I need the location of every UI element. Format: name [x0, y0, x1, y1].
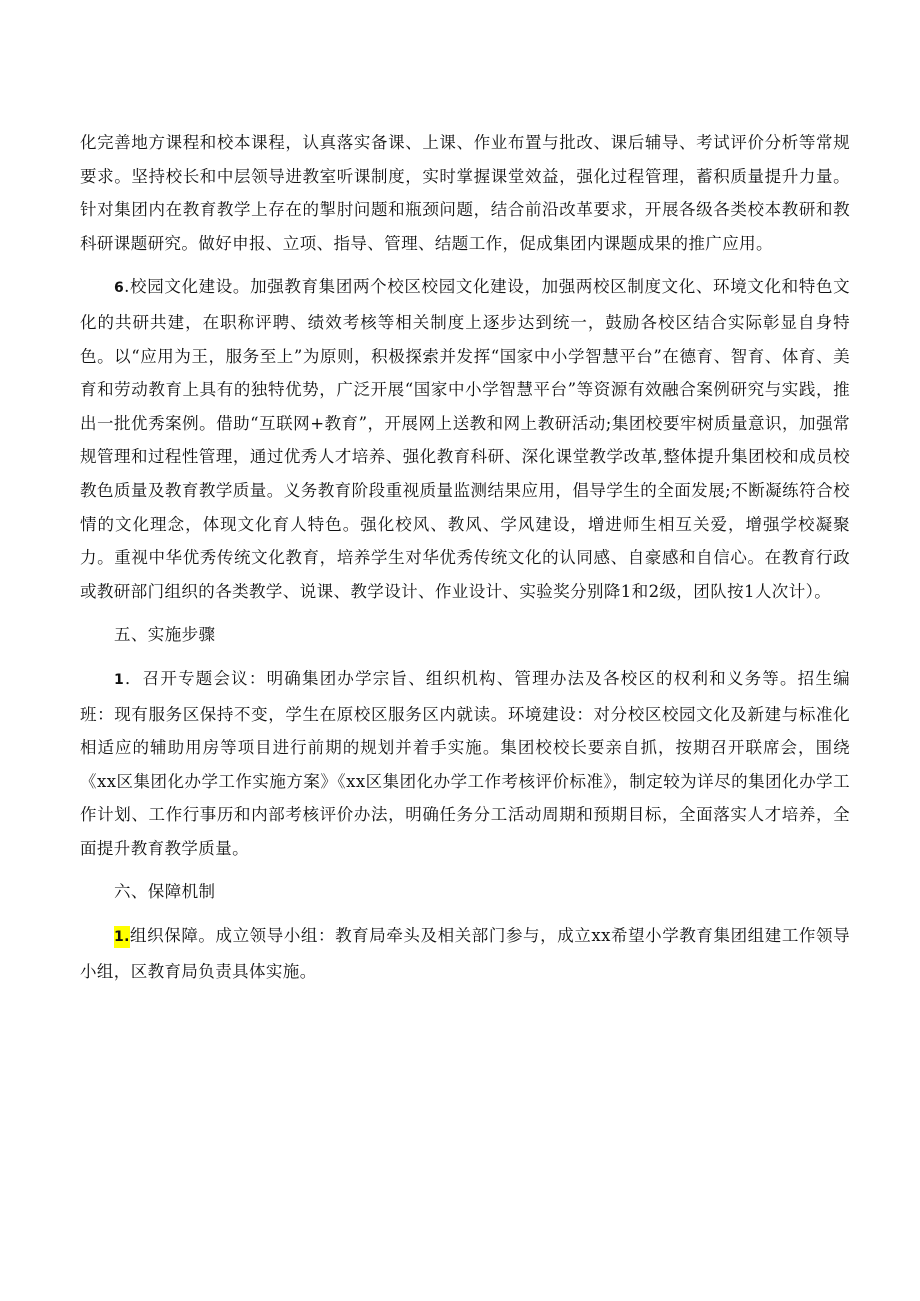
item-number: 6	[114, 280, 125, 297]
paragraph-text: 组织保障。成立领导小组：教育局牵头及相关部门参与，成立xx希望小学教育集团组建工作领导小组，区教育局负责具体实施。	[80, 926, 850, 981]
paragraph-text: .校园文化建设。加强教育集团两个校区校园文化建设，加强两校区制度文化、环境文化和特色文化的共研共建，在职称评聘、绩效考核等相关制度上逐步达到统一，鼓励各校区结合实际彰显自身特色。以“应用为王，服务至上”为原则，积极探索并发挥“国家中小学智慧平台”在德育、智育、体育、美育和劳动教育上具有的独特优势，广泛开展“国家中小学智慧平台”等资源有效融合案例研究与实践，推出一批优秀案例。借助“互联网+教育”，开展网上送教和网上教研活动;集团校要牢树质量意识，加强常规管理和过程性管理，通过优秀人才培养、强化教育科研、深化课堂教学改革,整体提升集团校和成员校教色质量及教育教学质量。义务教育阶段重视质量监测结果应用，倡导学生的全面发展;不断凝练符合校情的文化理念，体现文化育人特色。强化校风、教风、学风建设，增进师生相互关爱，增强学校凝聚力。重视中华优秀传统文化教育，培养学生对华优秀传统文化的认同感、自豪感和自信心。在教育行政或教研部门组织的各类教学、说课、教学设计、作业设计、实验奖分别降1和2级，团队按1人次计）。	[80, 277, 850, 601]
paragraph-curriculum	[80, 126, 850, 260]
section-heading-guarantee: 六、保障机制	[114, 882, 216, 902]
paragraph-organization	[80, 919, 850, 988]
section-heading-implementation: 五、实施步骤	[114, 625, 216, 645]
paragraph-text: 化完善地方课程和校本课程，认真落实备课、上课、作业布置与批改、课后辅导、考试评价分析等常规要求。坚持校长和中层领导进教室听课制度，实时掌握课堂效益，强化过程管理，蓄积质量提升力量。针对集团内在教育教学上存在的掣肘问题和瓶颈问题，结合前沿改革要求，开展各级各类校本教研和教科研课题研究。做好申报、立项、指导、管理、结题工作，促成集团内课题成果的推广应用。	[80, 133, 850, 253]
paragraph-text: ．召开专题会议：明确集团办学宗旨、组织机构、管理办法及各校区的权利和义务等。招生编班：现有服务区保持不变，学生在原校区服务区内就读。环境建设：对分校区校园文化及新建与标准化相适应的辅助用房等项目进行前期的规划并着手实施。集团校校长要亲自抓，按期召开联席会，围绕《xx区集团化办学工作实施方案》《xx区集团化办学工作考核评价标准》，制定较为详尽的集团化办学工作计划、工作行事历和内部考核评价办法，明确任务分工活动周期和预期目标，全面落实人才培养，全面提升教育教学质量。	[80, 668, 850, 858]
item-number: 1	[114, 671, 125, 688]
paragraph-campus-culture	[80, 270, 850, 608]
highlighted-item-number: 1.	[114, 926, 130, 948]
paragraph-meeting	[80, 662, 850, 866]
document-body	[80, 126, 850, 988]
